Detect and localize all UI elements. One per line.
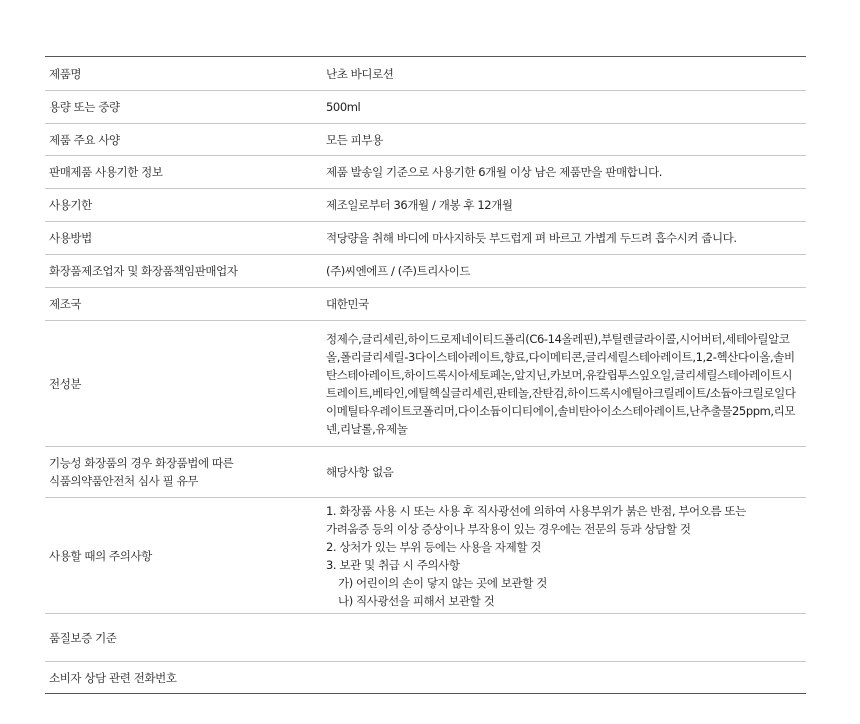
table-row-expiry-info — [45, 156, 806, 189]
caution-line: 나) 직사광선을 피해서 보관할 것 — [338, 593, 495, 608]
row-label: 판매제품 사용기한 정보 — [49, 165, 163, 179]
row-label — [45, 454, 326, 490]
row-label: 소비자 상담 관련 전화번호 — [49, 670, 177, 685]
row-label-line: 식품의약품안전처 심사 필 유무 — [49, 474, 198, 488]
row-label: 용량 또는 중량 — [49, 100, 120, 114]
caution-line: 가) 어린이의 손이 닿지 않는 곳에 보관할 것 — [338, 575, 547, 590]
caution-line: 1. 화장품 사용 시 또는 사용 후 직사광선에 의하여 사용부위가 붉은 반점, 부어오름 또는 — [326, 503, 746, 518]
row-value: (주)씨엔에프 / (주)트리사이드 — [326, 264, 471, 278]
row-label: 품질보증 기준 — [49, 630, 117, 645]
table-row-functional-review — [45, 447, 806, 498]
table-row-manufacturer — [45, 255, 806, 288]
row-label: 제품명 — [49, 66, 82, 81]
row-value: 제품 발송일 기준으로 사용기한 6개월 이상 남은 제품만을 판매합니다. — [326, 165, 663, 179]
caution-line: 가려움증 등의 이상 증상이나 부작용이 있는 경우에는 전문의 등과 상담할 것 — [326, 521, 691, 536]
row-label: 사용기한 — [49, 198, 92, 212]
table-row-quality — [45, 614, 806, 662]
table-row-spec — [45, 124, 806, 156]
table-row-usage — [45, 222, 806, 255]
row-value: 적당량을 취해 바디에 마사지하듯 부드럽게 펴 바르고 가볍게 두드려 흡수시켜 줍니다. — [326, 231, 737, 245]
row-value: 정제수,글리세린,하이드로제네이티드폴리(C6-14올레핀),부틸렌글라이콜,시어버터,세테아릴알코올,폴리글리세릴-3다이스테아레이트,향료,다이메티콘,글리세릴스테아레이트,1,2-헥산다이올,솔비탄스테아레이트,하이드록시아세토페논,알지닌,카보머,유칼립투스잎오일,글리세릴스테아레이트시트레이트,베타인,에틸헥실글리세린,판테놀,잔탄검,하이드록시에틸아크릴레이트/소듐아크릴로일다이메틸타우레이트코폴리머,다이소듐이디티에이,솔비탄아이소스테아레이트,난추출물25ppm,리모넨,리날롤,유제놀 — [326, 331, 796, 436]
table-row-expiry — [45, 189, 806, 222]
row-label: 사용할 때의 주의사항 — [49, 548, 152, 563]
row-value: 500ml — [326, 100, 361, 114]
row-value: 모든 피부용 — [326, 132, 383, 147]
caution-list — [326, 502, 806, 610]
table-row-volume — [45, 91, 806, 124]
row-label: 전성분 — [49, 376, 82, 391]
row-label: 제조국 — [49, 297, 82, 311]
row-label: 사용방법 — [49, 231, 92, 245]
table-row-product-name — [45, 57, 806, 91]
row-value: 제조일로부터 36개월 / 개봉 후 12개월 — [326, 198, 513, 212]
row-label: 화장품제조업자 및 화장품책임판매업자 — [49, 264, 238, 278]
table-row-ingredients — [45, 321, 806, 447]
row-label: 제품 주요 사양 — [49, 132, 120, 147]
row-value: 난초 바디로션 — [326, 66, 394, 81]
caution-line: 3. 보관 및 취급 시 주의사항 — [326, 557, 460, 572]
row-value: 대한민국 — [326, 297, 369, 311]
table-row-phone — [45, 662, 806, 694]
caution-line: 2. 상처가 있는 부위 등에는 사용을 자제할 것 — [326, 539, 542, 554]
table-row-country — [45, 288, 806, 321]
table-row-caution — [45, 498, 806, 614]
product-info-table — [45, 56, 806, 694]
row-value: 해당사항 없음 — [326, 465, 394, 479]
row-label-line: 기능성 화장품의 경우 화장품법에 따른 — [49, 456, 234, 470]
